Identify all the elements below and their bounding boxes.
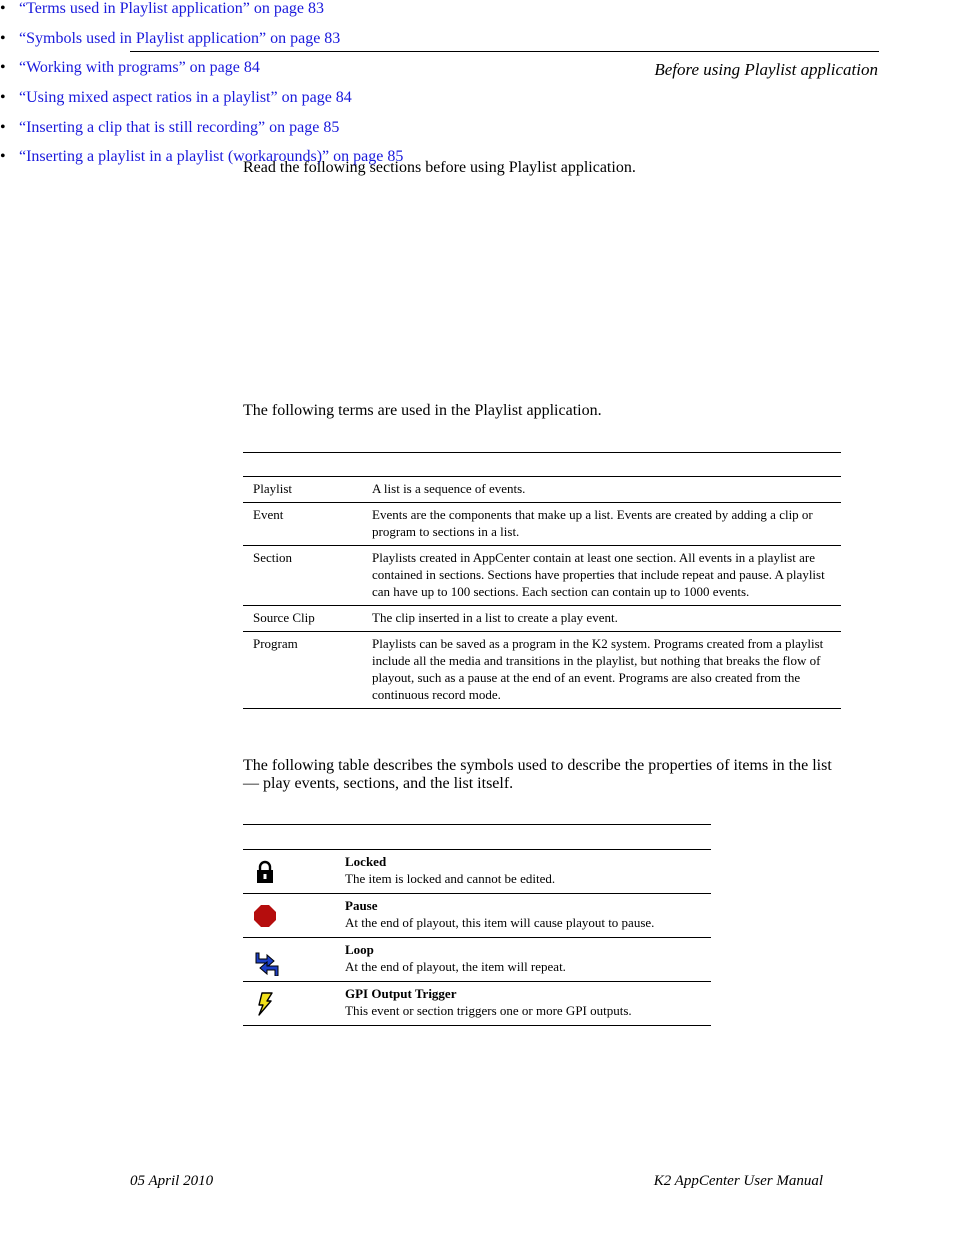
symbols-table — [243, 849, 711, 1026]
symbol-description: At the end of playout, this item will cause playout to pause. — [345, 915, 655, 930]
link-inserting-clip[interactable]: “Inserting a clip that is still recording” on page 85 — [19, 118, 340, 136]
definition-cell: A list is a sequence of events. — [372, 477, 841, 503]
definition-cell: Playlists created in AppCenter contain at least one section. All events in a playlist are contained in sections. Sections have properties that include repeat and pause. A playlist can have up to 100 sections. Each section can contain up to 1000 events. — [372, 546, 841, 606]
list-item — [0, 30, 954, 60]
list-item — [0, 59, 954, 89]
lightning-bolt-icon — [253, 992, 277, 1016]
bullet: • — [0, 89, 6, 107]
definition-cell: The clip inserted in a list to create a play event. — [372, 606, 841, 632]
symbol-icon-cell — [243, 982, 345, 1026]
table-row — [243, 546, 841, 606]
symbols-table-top-rule — [243, 824, 711, 825]
symbol-name: Locked — [345, 854, 387, 869]
footer-date: 05 April 2010 — [130, 1173, 214, 1189]
loop-arrows-icon — [253, 948, 281, 976]
bullet: • — [0, 59, 6, 77]
symbol-description: The item is locked and cannot be edited. — [345, 871, 556, 886]
table-row — [243, 606, 841, 632]
lock-icon — [253, 860, 277, 884]
table-row — [243, 503, 841, 546]
symbol-description-cell — [345, 938, 711, 982]
list-item — [0, 119, 954, 149]
link-symbols[interactable]: “Symbols used in Playlist application” on page 83 — [19, 29, 341, 47]
intro-text: Read the following sections before using Playlist application. — [243, 159, 636, 176]
symbol-name: Pause — [345, 898, 378, 913]
table-row — [243, 894, 711, 938]
table-row — [243, 632, 841, 709]
list-item — [0, 148, 954, 178]
symbol-description: This event or section triggers one or more GPI outputs. — [345, 1003, 632, 1018]
symbol-description-cell — [345, 894, 711, 938]
definition-cell: Events are the components that make up a list. Events are created by adding a clip or program to sections in a list. — [372, 503, 841, 546]
bullet: • — [0, 148, 6, 166]
list-item — [0, 0, 954, 30]
symbol-icon-cell — [243, 938, 345, 982]
symbol-name: Loop — [345, 942, 374, 957]
link-terms[interactable]: “Terms used in Playlist application” on page 83 — [19, 0, 325, 17]
stop-octagon-icon — [253, 904, 277, 928]
bullet: • — [0, 0, 6, 17]
table-row — [243, 938, 711, 982]
table-row — [243, 982, 711, 1026]
footer-manual-title: K2 AppCenter User Manual — [653, 1173, 823, 1189]
term-cell: Event — [243, 503, 372, 546]
symbols-intro: The following table describes the symbols used to describe the properties of items in the list— play events, sections, and the list itself. — [243, 757, 832, 792]
symbol-icon-cell — [243, 894, 345, 938]
term-cell: Source Clip — [243, 606, 372, 632]
section-link-list — [0, 0, 954, 178]
symbol-name: GPI Output Trigger — [345, 986, 457, 1001]
list-item — [0, 89, 954, 119]
symbol-description-cell — [345, 850, 711, 894]
definition-cell: Playlists can be saved as a program in the K2 system. Programs created from a playlist include all the media and transitions in the playlist, but nothing that breaks the flow of playout, such as a pause at the end of an event. Programs are also created from the continuous record mode. — [372, 632, 841, 709]
bullet: • — [0, 29, 6, 47]
term-cell: Section — [243, 546, 372, 606]
running-header: Before using Playlist application — [654, 60, 878, 79]
term-cell: Program — [243, 632, 372, 709]
symbol-icon-cell — [243, 850, 345, 894]
link-aspect-ratios[interactable]: “Using mixed aspect ratios in a playlist” on page 84 — [19, 89, 352, 107]
symbol-description: At the end of playout, the item will repeat. — [345, 959, 566, 974]
table-row — [243, 477, 841, 503]
terms-table-top-rule — [243, 452, 841, 453]
table-row — [243, 850, 711, 894]
terms-table — [243, 476, 841, 709]
link-programs[interactable]: “Working with programs” on page 84 — [19, 59, 260, 77]
symbol-description-cell — [345, 982, 711, 1026]
term-cell: Playlist — [243, 477, 372, 503]
terms-intro: The following terms are used in the Playlist application. — [243, 402, 602, 419]
link-inserting-playlist[interactable]: “Inserting a playlist in a playlist (workarounds)” on page 85 — [19, 148, 404, 166]
bullet: • — [0, 118, 6, 136]
